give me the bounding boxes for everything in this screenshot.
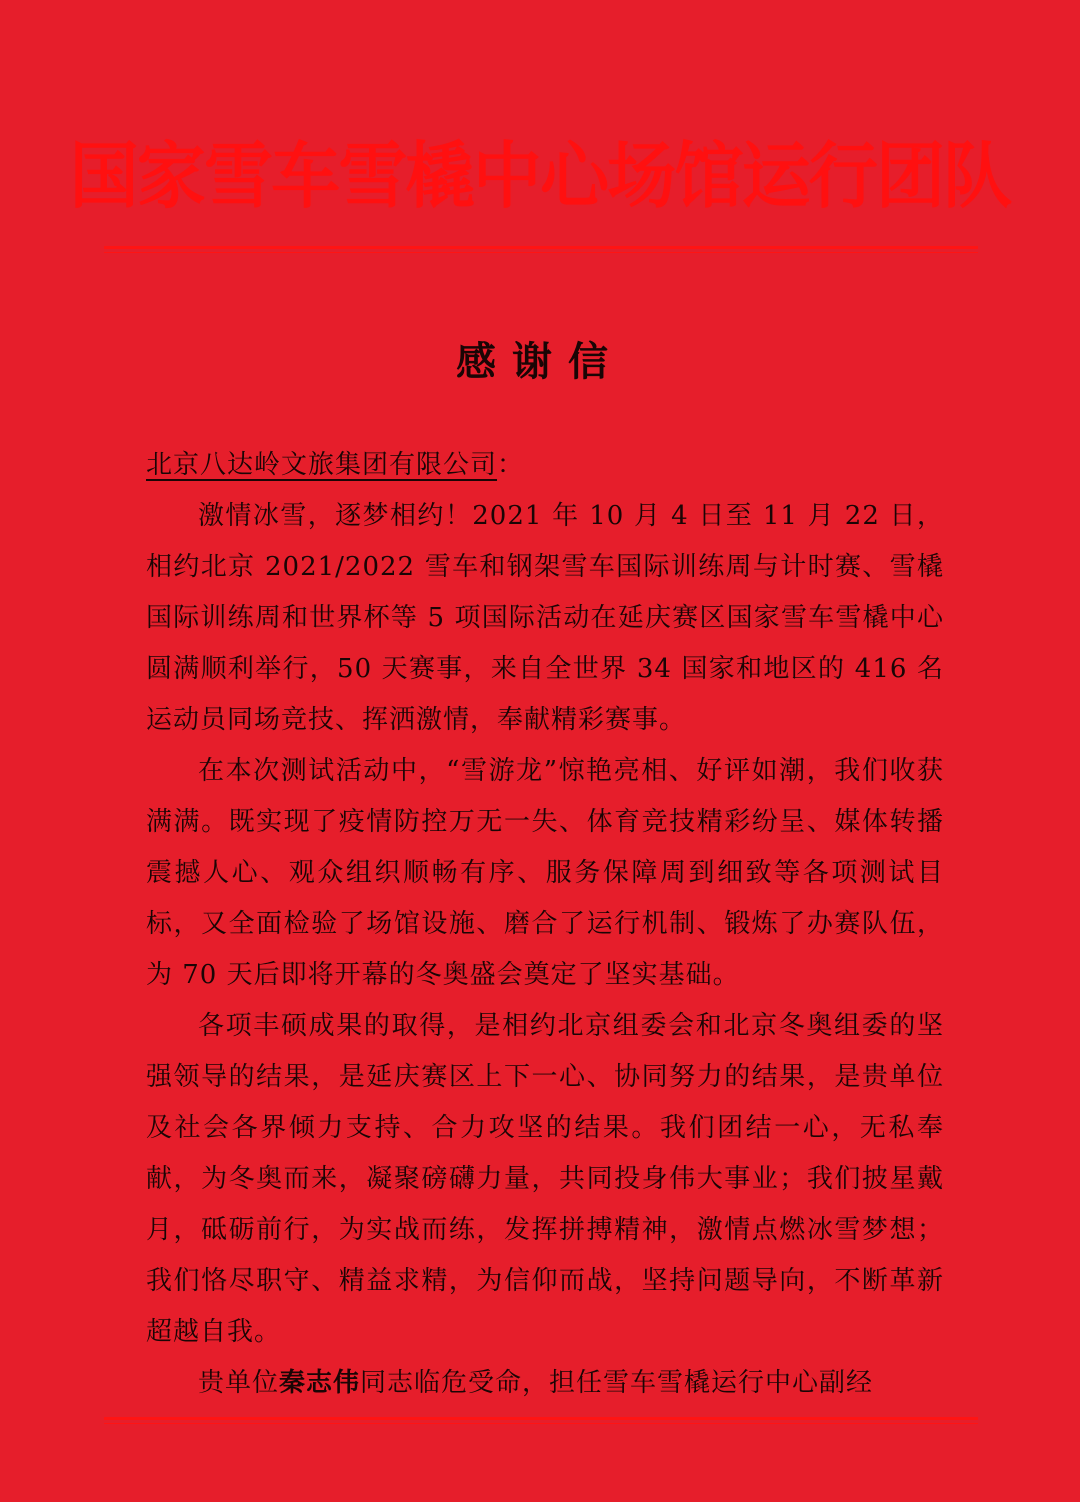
divider-thick-line [104,246,978,249]
letterhead-org-name: 国家雪车雪橇中心场馆运行团队 [69,133,1011,218]
paragraph-2: 在本次测试活动中，“雪游龙”惊艳亮相、好评如潮，我们收获满满。既实现了疫情防控万无一失、体育竞技精彩纷呈、媒体转播震撼人心、观众组织顺畅有序、服务保障周到细致等各项测试目标，又全面检验了场馆设施、磨合了运行机制、锻炼了办赛队伍，为 70 天后即将开幕的冬奥盛会奠定了坚实基础。 [146,756,944,990]
paragraph-3: 各项丰硕成果的取得，是相约北京组委会和北京冬奥组委的坚强领导的结果，是延庆赛区上下一心、协同努力的结果，是贵单位及社会各界倾力支持、合力攻坚的结果。我们团结一心，无私奉献，为冬奥而来，凝聚磅礴力量，共同投身伟大事业；我们披星戴月，砥砺前行，为实战而练，发挥拼搏精神，激情点燃冰雪梦想；我们恪尽职守、精益求精，为信仰而战，坚持问题导向，不断革新超越自我。 [146,1011,944,1347]
footer-divider-thin-line [104,1423,978,1424]
letterhead-divider [104,246,978,253]
footer-divider [104,1417,978,1424]
honoree-name: 秦志伟 [279,1368,361,1398]
salutation-colon: ： [497,450,525,480]
recipient-name: 北京八达岭文旅集团有限公司 [146,450,498,480]
document-title: 感谢信 [456,338,624,385]
divider-thin-line [104,252,978,253]
paragraph-1: 激情冰雪，逐梦相约！2021 年 10 月 4 日至 11 月 22 日，相约北京 2021/2022 雪车和钢架雪车国际训练周与计时赛、雪橇国际训练周和世界杯等 5 项国际活动在延庆赛区国家雪车雪橇中心圆满顺利举行，50 天赛事，来自全世界 34 国家和地区的 416 名运动员同场竞技、挥洒激情，奉献精彩赛事。 [146,501,944,735]
salutation [146,440,944,491]
paragraph-4-rest: 同志临危受命，担任雪车雪橇运行中心副经 [360,1368,874,1398]
footer-divider-thick-line [104,1417,978,1420]
paragraph-4-lead: 贵单位 [198,1368,280,1398]
paragraph-4 [146,1358,944,1409]
letter-body [146,440,944,1409]
